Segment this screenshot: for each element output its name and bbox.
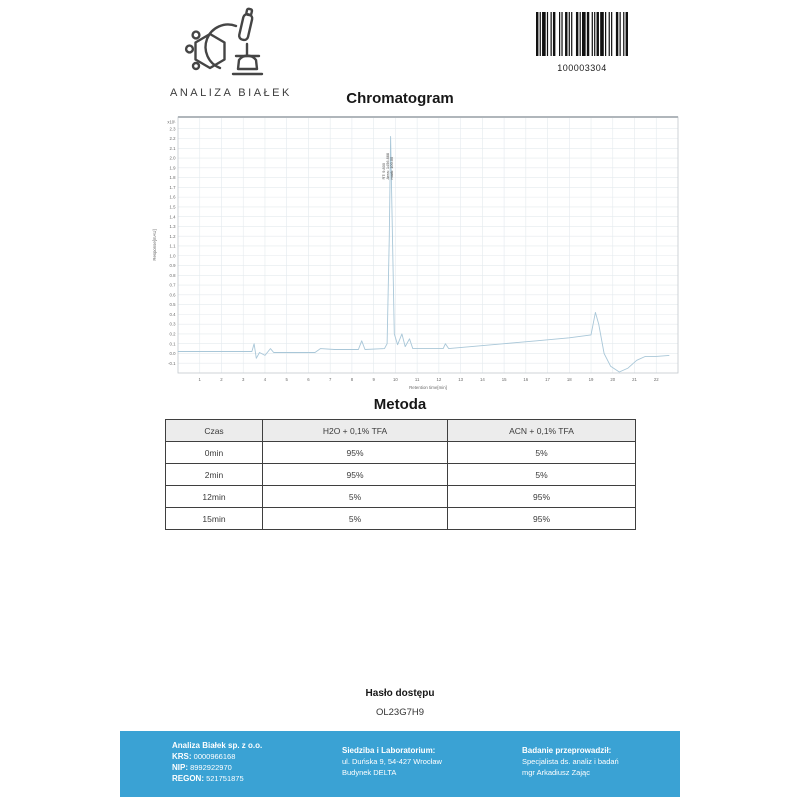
svg-text:1.6: 1.6 bbox=[169, 194, 176, 200]
footer-nip: NIP: 8992922970 bbox=[172, 763, 232, 772]
svg-text:1.3: 1.3 bbox=[169, 224, 176, 230]
footer-examiner-title: Badanie przeprowadził: bbox=[522, 746, 612, 755]
svg-text:0.8: 0.8 bbox=[169, 272, 176, 278]
footer-examiner bbox=[522, 745, 619, 778]
method-cell: 5% bbox=[448, 442, 636, 464]
method-cell: 95% bbox=[263, 442, 448, 464]
svg-text:14: 14 bbox=[479, 377, 485, 382]
footer-company-name: Analiza Białek sp. z o.o. bbox=[172, 741, 263, 750]
svg-text:0.4: 0.4 bbox=[169, 311, 176, 317]
svg-text:1.2: 1.2 bbox=[169, 233, 176, 239]
svg-text:2.3: 2.3 bbox=[169, 126, 176, 132]
svg-text:22: 22 bbox=[653, 377, 659, 382]
svg-text:0.2: 0.2 bbox=[169, 331, 176, 337]
svg-text:1.0: 1.0 bbox=[169, 253, 176, 259]
footer-examiner-line2: mgr Arkadiusz Zając bbox=[522, 768, 590, 777]
svg-text:1.9: 1.9 bbox=[169, 165, 176, 171]
footer-address-line2: Budynek DELTA bbox=[342, 768, 397, 777]
svg-text:0.6: 0.6 bbox=[169, 292, 176, 298]
method-cell: 95% bbox=[263, 464, 448, 486]
footer-company bbox=[172, 740, 262, 784]
svg-text:3: 3 bbox=[242, 377, 245, 382]
svg-text:13: 13 bbox=[458, 377, 463, 382]
svg-text:2.1: 2.1 bbox=[169, 145, 176, 151]
svg-text:mark: 100.00: mark: 100.00 bbox=[389, 156, 395, 180]
svg-text:Retention time[min]: Retention time[min] bbox=[409, 385, 447, 390]
footer-regon: REGON: 521751875 bbox=[172, 774, 244, 783]
svg-text:18: 18 bbox=[566, 377, 572, 382]
access-password-value: OL23G7H9 bbox=[375, 707, 425, 718]
svg-text:16: 16 bbox=[523, 377, 529, 382]
footer-address bbox=[342, 745, 442, 778]
svg-text:20: 20 bbox=[610, 377, 616, 382]
barcode-value: 100003304 bbox=[557, 63, 607, 73]
method-table-wrap bbox=[165, 419, 636, 530]
svg-text:0.1: 0.1 bbox=[169, 341, 176, 347]
barcode-image bbox=[536, 12, 628, 56]
svg-text:11: 11 bbox=[414, 377, 420, 382]
method-cell: 15min bbox=[166, 508, 263, 530]
svg-text:1: 1 bbox=[198, 377, 201, 382]
logo bbox=[170, 6, 292, 99]
method-cell: 0min bbox=[166, 442, 263, 464]
method-col-czas: Czas bbox=[166, 420, 263, 442]
chromatogram-title: Chromatogram bbox=[346, 90, 454, 107]
svg-text:1.7: 1.7 bbox=[169, 184, 176, 190]
svg-text:1.1: 1.1 bbox=[169, 243, 176, 249]
svg-text:4: 4 bbox=[263, 377, 267, 382]
method-col-h2o: H2O + 0,1% TFA bbox=[263, 420, 448, 442]
method-cell: 5% bbox=[263, 486, 448, 508]
method-table bbox=[165, 419, 636, 530]
method-cell: 95% bbox=[448, 508, 636, 530]
method-col-acn: ACN + 0,1% TFA bbox=[448, 420, 636, 442]
svg-text:2: 2 bbox=[220, 377, 223, 382]
svg-text:2.2: 2.2 bbox=[169, 136, 176, 142]
svg-text:5: 5 bbox=[285, 377, 288, 382]
logo-molecule-microscope-icon bbox=[183, 6, 273, 80]
svg-text:RT: 9.800: RT: 9.800 bbox=[381, 162, 387, 180]
footer-examiner-line1: Specjalista ds. analiz i badań bbox=[522, 757, 619, 766]
svg-text:1.4: 1.4 bbox=[169, 214, 176, 220]
method-header-row bbox=[166, 420, 636, 442]
svg-text:6: 6 bbox=[307, 377, 310, 382]
svg-text:-0.1: -0.1 bbox=[168, 360, 176, 366]
svg-text:0.5: 0.5 bbox=[169, 302, 176, 308]
svg-text:8: 8 bbox=[350, 377, 354, 382]
method-cell: 5% bbox=[448, 464, 636, 486]
logo-text: ANALIZA BIAŁEK bbox=[170, 87, 292, 99]
access-password-label: Hasło dostępu bbox=[365, 688, 435, 699]
svg-text:1.5: 1.5 bbox=[169, 204, 176, 210]
svg-text:x10¹: x10¹ bbox=[167, 119, 176, 125]
method-row bbox=[166, 464, 636, 486]
svg-text:10: 10 bbox=[393, 377, 398, 382]
method-row bbox=[166, 508, 636, 530]
svg-text:7: 7 bbox=[328, 377, 332, 382]
svg-text:12: 12 bbox=[436, 377, 442, 382]
svg-text:9: 9 bbox=[372, 377, 375, 382]
method-cell: 5% bbox=[263, 508, 448, 530]
svg-text:Response[mAU]: Response[mAU] bbox=[152, 229, 157, 261]
footer bbox=[120, 731, 680, 797]
svg-text:0.7: 0.7 bbox=[169, 282, 176, 288]
svg-text:21: 21 bbox=[632, 377, 637, 382]
svg-text:2.0: 2.0 bbox=[169, 155, 176, 161]
svg-text:0.0: 0.0 bbox=[169, 351, 176, 357]
svg-text:0.9: 0.9 bbox=[169, 263, 176, 269]
svg-text:Area: 1456.888: Area: 1456.888 bbox=[385, 152, 391, 180]
method-cell: 2min bbox=[166, 464, 263, 486]
method-cell: 12min bbox=[166, 486, 263, 508]
method-cell: 95% bbox=[448, 486, 636, 508]
chromatogram-svg bbox=[150, 112, 684, 396]
svg-text:0.3: 0.3 bbox=[169, 321, 176, 327]
footer-address-title: Siedziba i Laboratorium: bbox=[342, 746, 436, 755]
svg-text:1.8: 1.8 bbox=[169, 175, 176, 181]
method-row bbox=[166, 486, 636, 508]
chromatogram-chart bbox=[150, 112, 684, 396]
footer-address-line1: ul. Duńska 9, 54-427 Wrocław bbox=[342, 757, 442, 766]
method-row bbox=[166, 442, 636, 464]
svg-text:17: 17 bbox=[545, 377, 550, 382]
method-title: Metoda bbox=[373, 396, 427, 413]
footer-krs: KRS: 0000966168 bbox=[172, 752, 236, 761]
svg-text:15: 15 bbox=[501, 377, 507, 382]
barcode bbox=[534, 12, 630, 73]
svg-text:19: 19 bbox=[588, 377, 594, 382]
